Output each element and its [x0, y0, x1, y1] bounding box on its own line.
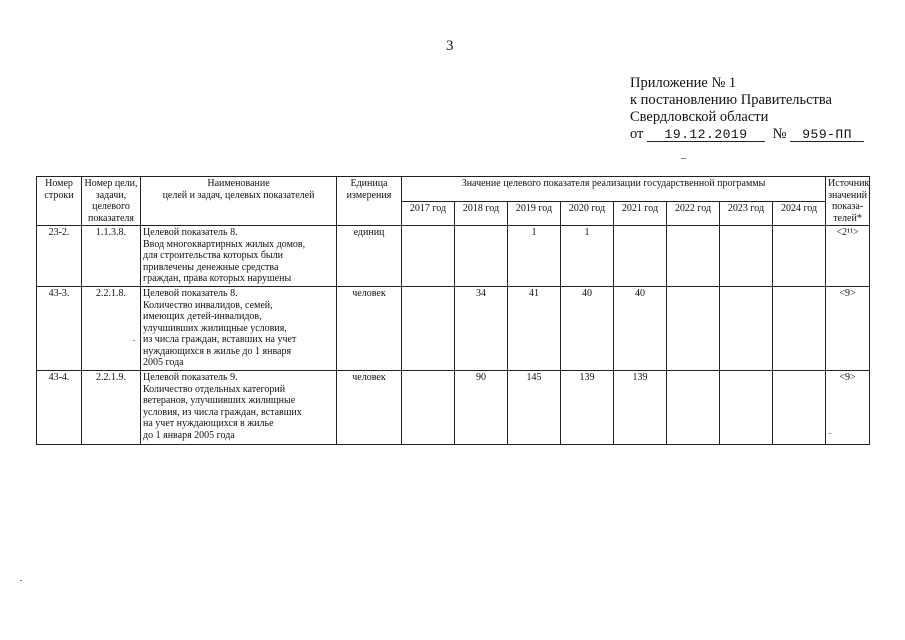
header-source: Источник значений показа- телей*: [826, 177, 870, 226]
header-name: Наименование целей и задач, целевых показателей: [141, 177, 337, 226]
cell-value-2022: [667, 287, 720, 371]
cell-value-2020: 1: [561, 226, 614, 287]
cell-value-2017: [402, 287, 455, 371]
cell-source: <9>: [826, 371, 870, 445]
cell-value-2024: [773, 371, 826, 445]
indicators-table: [36, 176, 870, 445]
cell-goal-number: 2.2.1.8.: [82, 287, 141, 371]
header-year: 2022 год: [667, 201, 720, 226]
cell-goal-number: 1.1.3.8.: [82, 226, 141, 287]
cell-value-2022: [667, 371, 720, 445]
cell-value-2017: [402, 371, 455, 445]
header-year: 2017 год: [402, 201, 455, 226]
cell-value-2020: 139: [561, 371, 614, 445]
page-number: 3: [446, 38, 454, 54]
header-values-group: Значение целевого показателя реализации государственной программы: [402, 177, 826, 202]
cell-name: Целевой показатель 8. Ввод многоквартирных жилых домов, для строительства которых были привлечены денежные средства граждан, права которых нарушены: [141, 226, 337, 287]
cell-value-2023: [720, 371, 773, 445]
cell-source: <9>: [826, 287, 870, 371]
cell-unit: единиц: [337, 226, 402, 287]
appendix-block: [630, 75, 864, 143]
cell-value-2021: [614, 226, 667, 287]
number-prefix: №: [772, 126, 787, 142]
cell-value-2024: [773, 226, 826, 287]
scan-speck: [133, 340, 135, 341]
cell-value-2020: 40: [561, 287, 614, 371]
appendix-line-2: Свердловской области: [630, 109, 769, 125]
cell-unit: человек: [337, 371, 402, 445]
table-row: [37, 371, 870, 445]
appendix-date-line: [630, 126, 864, 143]
cell-row-number: 43-4.: [37, 371, 82, 445]
scan-speck: [681, 158, 686, 159]
date-prefix: от: [630, 126, 644, 142]
cell-value-2024: [773, 287, 826, 371]
header-goal-number: Номер цели, задачи, целевого показателя: [82, 177, 141, 226]
cell-goal-number: 2.2.1.9.: [82, 371, 141, 445]
cell-value-2019: 1: [508, 226, 561, 287]
resolution-date: 19.12.2019: [647, 128, 765, 142]
header-unit: Единица измерения: [337, 177, 402, 226]
cell-value-2018: [455, 226, 508, 287]
cell-value-2019: 41: [508, 287, 561, 371]
scan-speck: [20, 580, 22, 581]
header-year: 2020 год: [561, 201, 614, 226]
header-year: 2019 год: [508, 201, 561, 226]
cell-value-2021: 139: [614, 371, 667, 445]
appendix-line-1: к постановлению Правительства: [630, 92, 832, 108]
header-year: 2018 год: [455, 201, 508, 226]
header-year: 2021 год: [614, 201, 667, 226]
cell-source: <2¹¹>: [826, 226, 870, 287]
table-row: [37, 287, 870, 371]
scan-speck: [829, 433, 831, 434]
header-row-1: [37, 177, 870, 202]
cell-row-number: 43-3.: [37, 287, 82, 371]
appendix-title: Приложение № 1: [630, 75, 737, 91]
cell-value-2022: [667, 226, 720, 287]
cell-unit: человек: [337, 287, 402, 371]
table-row: [37, 226, 870, 287]
cell-value-2023: [720, 226, 773, 287]
header-year: 2023 год: [720, 201, 773, 226]
header-row-number: Номер строки: [37, 177, 82, 226]
cell-value-2023: [720, 287, 773, 371]
resolution-number: 959-ПП: [790, 128, 864, 142]
header-year: 2024 год: [773, 201, 826, 226]
cell-value-2021: 40: [614, 287, 667, 371]
cell-value-2018: 34: [455, 287, 508, 371]
cell-value-2017: [402, 226, 455, 287]
cell-value-2019: 145: [508, 371, 561, 445]
cell-name: Целевой показатель 8. Количество инвалидов, семей, имеющих детей-инвалидов, улучшивших жилищные условия, из числа граждан, вставших на учет нуждающихся в жилье до 1 января 2005 года: [141, 287, 337, 371]
cell-name: Целевой показатель 9. Количество отдельных категорий ветеранов, улучшивших жилищные условия, из числа граждан, вставших на учет нуждающихся в жилье до 1 января 2005 года: [141, 371, 337, 445]
cell-row-number: 23-2.: [37, 226, 82, 287]
cell-value-2018: 90: [455, 371, 508, 445]
